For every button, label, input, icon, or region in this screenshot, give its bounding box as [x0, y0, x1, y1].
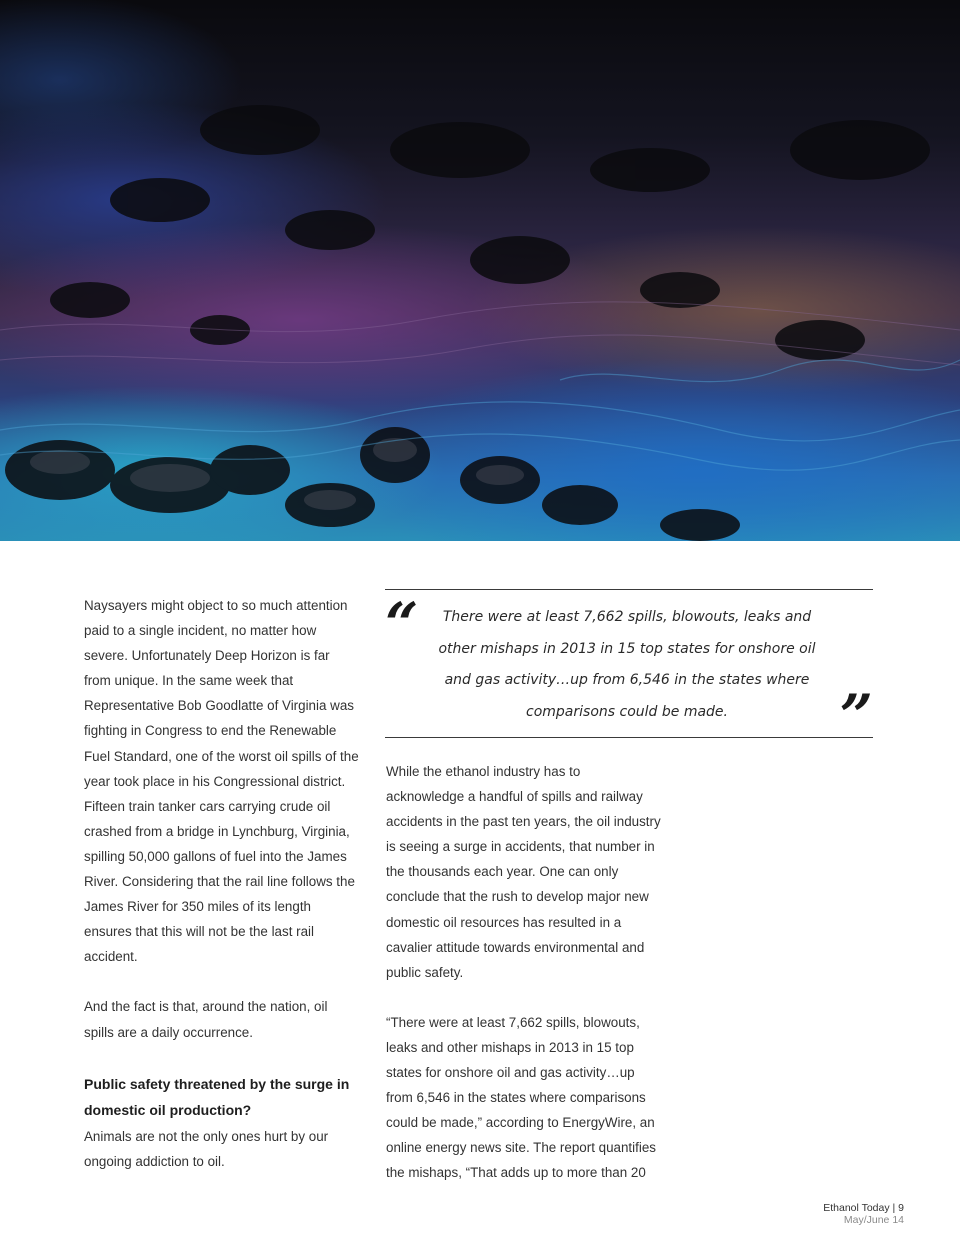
issue-date: May/June 14 — [843, 1214, 904, 1226]
body-paragraph: “There were at least 7,662 spills, blowouts, leaks and other mishaps in 2013 in 15 top states for onshore oil and gas activity…up from 6,546 in the states where comparisons could be made,” according to EnergyWire, an online energy news site. The report quantifies the mishaps, “That adds up to more than 20 — [386, 1014, 656, 1181]
body-paragraph: Naysayers might object to so much attention paid to a single incident, no matter how severe. Unfortunately Deep Horizon is far from unique. In the same week that Representative Bob Goodlatte of Virginia was fighting in Congress to end the Renewable Fuel Standard, one of the worst oil spills of the year took place in his Congressional district. Fifteen train tanker cars carrying crude oil crashed from a bridge in Lynchburg, Virginia, spilling 50,000 gallons of fuel into the James River. Considering that the rail line follows the James River for 350 miles of its length ensures that this will not be the last rail accident. — [84, 598, 359, 965]
page-footer — [823, 1202, 904, 1226]
body-paragraph: Animals are not the only ones hurt by our ongoing addiction to oil. — [84, 1128, 329, 1169]
pull-quote — [385, 589, 873, 750]
body-paragraph: While the ethanol industry has to acknowledge a handful of spills and railway accidents in the past ten years, the oil industry is seeing a surge in accidents, that number in the thousands each year. One can only conclude that the rush to develop major new domestic oil resources has resulted in a cavalier attitude towards environmental and public safety. — [386, 764, 661, 980]
close-quote-icon: ” — [839, 682, 873, 750]
left-column — [84, 593, 360, 1174]
publication-page-number: Ethanol Today | 9 — [823, 1202, 904, 1214]
hero-photo — [0, 0, 960, 541]
body-paragraph: And the fact is that, around the nation, oil spills are a daily occurrence. — [84, 999, 328, 1040]
pull-quote-text: There were at least 7,662 spills, blowouts, leaks and other mishaps in 2013 in 15 top states for onshore oil and gas activity…up from 6,546 in the states where comparisons could be made. — [438, 609, 816, 720]
open-quote-icon: “ — [385, 590, 419, 658]
section-subhead: Public safety threatened by the surge in domestic oil production? — [84, 1075, 350, 1119]
right-column — [386, 759, 662, 1186]
oil-slick-texture — [0, 0, 960, 541]
